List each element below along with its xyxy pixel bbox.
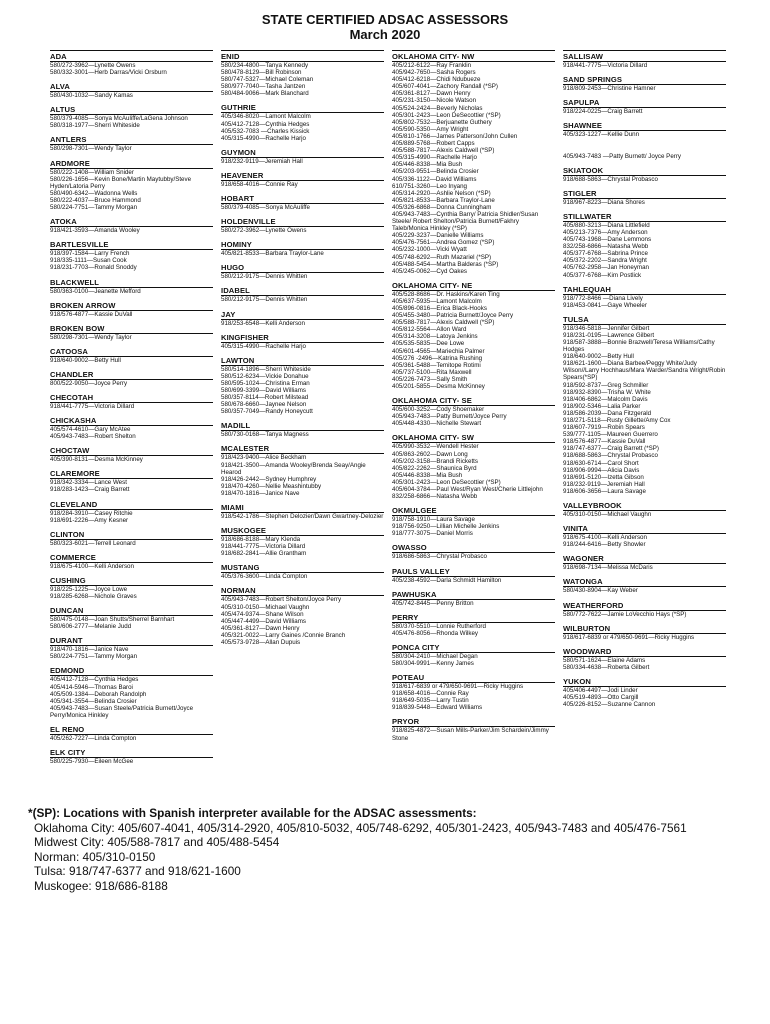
city-heading: JAY — [221, 310, 384, 320]
assessor-listing: 580/430-8904—Kay Weber — [563, 587, 638, 595]
assessor-listing: 580/571-1624—Elaine Adams 580/334-4638—Roberta Gilbert — [563, 656, 650, 671]
location-entry — [392, 543, 555, 560]
location-entry — [221, 503, 384, 520]
footnote-line-okc: Oklahoma City: 405/607-4041, 405/314-2920, 405/810-5032, 405/748-6292, 405/301-2423, 405/943-7483 and 405/476-7561 — [34, 820, 687, 835]
assessor-listing: 580/379-4085—Sonya McAuliffe/LaGena Johnson 580/318-1977—Sherri Whiteside — [50, 115, 188, 130]
assessor-listing: 580/234-4800—Tanya Kennedy 580/478-8129—Bill Robinson 580/747-5327—Michael Coleman 580/977-7040—Tasha Jantzen 580/484-9066—Mark Blanchard — [221, 62, 314, 98]
assessor-listing: 580/370-5510—Lonnie Rutherford 405/476-8056—Rhonda Wilkey — [392, 622, 486, 637]
city-heading: SKIATOOK — [563, 166, 726, 176]
assessor-listing: 405/262-7227—Linda Compton — [50, 735, 137, 743]
title-line-1: STATE CERTIFIED ADSAC ASSESSORS — [261, 12, 509, 27]
location-entry — [50, 324, 213, 341]
city-heading: STILLWATER — [563, 212, 726, 222]
city-heading: PERRY — [392, 613, 555, 623]
city-heading: WOODWARD — [563, 647, 726, 657]
location-entry — [221, 310, 384, 327]
location-entry — [221, 148, 384, 165]
city-heading: CHICKASHA — [50, 416, 213, 426]
footnote-line-muskogee: Muskogee: 918/686-8188 — [34, 878, 168, 893]
location-entry — [50, 748, 213, 765]
city-heading: OKLAHOMA CITY- SW — [392, 433, 555, 443]
assessor-listing: 405/600-3252—Cody Shoemaker 405/943-7483—Patty Burnett/Joyce Perry 405/448-4330—Nichelle Stewart — [392, 406, 507, 428]
city-heading: MCALESTER — [221, 444, 384, 454]
city-heading: CLINTON — [50, 530, 213, 540]
city-heading: OKLAHOMA CITY- NE — [392, 281, 555, 291]
city-heading: GUYMON — [221, 148, 384, 158]
location-entry — [50, 217, 213, 234]
assessor-listing: 580/363-0100—Jeanette Mefford — [50, 287, 141, 295]
city-heading: CLAREMORE — [50, 469, 213, 479]
location-entry — [392, 396, 555, 427]
location-entry — [221, 586, 384, 646]
location-entry — [392, 613, 555, 637]
city-heading: OWASSO — [392, 543, 555, 553]
city-heading: WILBURTON — [563, 624, 726, 634]
assessor-listing: 405/323-1227—Kellie Dunn 405/943-7483 —Patty Burnett/ Joyce Perry — [563, 131, 681, 160]
assessor-listing: 580/212-9175—Dennis Whitten — [221, 296, 308, 304]
city-heading: HOBART — [221, 194, 384, 204]
city-heading: IDABEL — [221, 286, 384, 296]
assessor-listing: 918/675-4100—Kelli Anderson — [50, 562, 134, 570]
location-entry — [50, 370, 213, 387]
assessor-listing: 918/658-4016—Connie Ray — [221, 180, 298, 188]
city-heading: SHAWNEE — [563, 121, 726, 131]
location-entry — [221, 356, 384, 416]
assessor-listing: 405/310-0150—Michael Vaughn — [563, 511, 652, 519]
assessor-listing: 918/253-6548—Kelli Anderson — [221, 319, 305, 327]
city-heading: ALVA — [50, 82, 213, 92]
assessor-listing: 580/212-9175—Dennis Whitten — [221, 273, 308, 281]
city-heading: BROKEN BOW — [50, 324, 213, 334]
assessor-listing: 405/821-8533—Barbara Traylor-Lane — [221, 250, 324, 258]
location-entry — [221, 563, 384, 580]
assessor-listing: 918/576-4877—Kassie DuVall — [50, 310, 133, 318]
city-heading: NORMAN — [221, 586, 384, 596]
location-entry — [50, 666, 213, 719]
city-heading: TULSA — [563, 315, 726, 325]
city-heading: BROKEN ARROW — [50, 301, 213, 311]
location-entry — [50, 393, 213, 410]
assessor-listing: 580/298-7301—Wendy Taylor — [50, 145, 132, 153]
assessor-listing: 918/346-5818—Jennifer Gilbert 918/231-0195—Lawrence Gilbert 918/587-3888—Bonnie Brazwell/Teresa Williams/Cathy Hodges 918/640-9002—Betty Hull 918/621-1600—Diana Barbee/Peggy White/Judy Wilson//Larry Hochhaus/Mara Warder/Sandra Wright/Robin Spears(*SP) 918/592-8737—Greg Schmiller 918/932-8390—Trisha W. White 918/406-6862—Malcolm Davis 918/902-5346—Lalia Parker 918/586-2039—Dana Fitzgerald 918/271-5118—Rusty Gillette/Amy Cox 918/607-7919—Robin Spears 539/777-1105—Maureen Guerrero 918/576-4877—Kassie DuVall 918/747-6377—Craig Barrett (*SP) 918/688-5863—Chrystal Probasco 918/630-6714—Carol Short 918/906-9994—Alicia Davis 918/691-5120—Izetta Gibson 918/232-9119—Jeremiah Hall 918/606-3656—Laura Savage — [563, 324, 726, 495]
assessor-listing: 405/390-8131—Desma McKinney — [50, 456, 143, 464]
city-heading: EDMOND — [50, 666, 213, 676]
assessor-listing: 580/514-1896—Sherri Whiteside 580/512-6234—Vickie Donahue 580/595-1024—Christina Erman 580/699-3399—David Williams 580/357-8114—Robert Milstead 580/678-6660—Jaynee Nelson 580/357-7049—Randy Honeycutt — [221, 365, 313, 416]
city-heading: VALLEYBROOK — [563, 501, 726, 511]
assessor-listing: 405/880-3213—Diana Littlefield 405/213-7376—Amy Anderson 405/743-1968—Dane Lemmons 832/258-6866—Natasha Webb 405/377-6768—Sabrina Prince 405/372-2202—Sandra Wright 405/762-2958—Jan Honeyman 405/377-6768—Kim Postlick — [563, 221, 652, 279]
location-entry — [221, 286, 384, 303]
assessor-listing: 580/304-2410—Michael Degan 580/304-9991—Kenny James — [392, 652, 478, 667]
assessor-listing: 918/397-1584—Larry French 918/335-1111—Susan Cook 918/231-7703—Ronald Snoddy — [50, 250, 137, 272]
location-entry — [392, 567, 555, 584]
location-entry — [563, 677, 726, 708]
city-heading: WATONGA — [563, 577, 726, 587]
assessor-listing: 918/688-5863—Chrystal Probasco — [563, 175, 658, 183]
location-entry — [563, 189, 726, 206]
assessor-listing: 918/470-1816—Janice Nave 580/224-7751—Tammy Morgan — [50, 646, 138, 661]
city-heading: HOMINY — [221, 240, 384, 250]
city-heading: PAULS VALLEY — [392, 567, 555, 577]
location-entry — [563, 212, 726, 279]
assessor-listing: 405/315-4990—Rachelle Harjo — [221, 342, 306, 350]
location-entry — [563, 601, 726, 618]
location-entry — [50, 553, 213, 570]
location-entry — [563, 285, 726, 309]
city-heading: CHANDLER — [50, 370, 213, 380]
city-heading: ELK CITY — [50, 748, 213, 758]
assessor-listing: 405/406-4497—Jodi Linder 405/519-4893—Otto Cargill 405/226-8152—Suzanne Cannon — [563, 686, 656, 709]
assessor-listing: 918/967-8223—Diana Shores — [563, 198, 645, 206]
location-entry — [50, 159, 213, 212]
location-entry — [221, 526, 384, 557]
location-entry — [50, 347, 213, 364]
location-entry — [50, 469, 213, 493]
city-heading: SAPULPA — [563, 98, 726, 108]
city-heading: DUNCAN — [50, 606, 213, 616]
city-heading: CHOCTAW — [50, 446, 213, 456]
assessor-listing: 918/423-9400—Alice Beckham 918/421-3500—Amanda Wooley/Brenda Seay/Angie Hearod 918/426-2442—Sydney Humphrey 918/470-4260—Nellie Meashintubby 918/470-1816—Janice Nave — [221, 454, 366, 497]
location-entry — [563, 624, 726, 641]
city-heading: CHECOTAH — [50, 393, 213, 403]
location-entry — [50, 725, 213, 742]
city-heading: OKLAHOMA CITY- NW — [392, 52, 555, 62]
city-heading: STIGLER — [563, 189, 726, 199]
column-1 — [50, 50, 213, 790]
assessor-listing: 580/222-1408—William Snider 580/226-1656—Kevin Bone/Martin Maytubby/Steve Hyden/Latoria Perry 580/490-6342—Wadonna Wells 580/222-4037—Bruce Hammond 580/224-7751—Tammy Morgan — [50, 168, 192, 212]
city-heading: HUGO — [221, 263, 384, 273]
location-entry — [50, 530, 213, 547]
location-entry — [392, 590, 555, 607]
city-heading: TAHLEQUAH — [563, 285, 726, 295]
assessor-listing: 405/574-4610—Gary McAtee 405/943-7483—Robert Shelton — [50, 426, 136, 441]
city-heading: WAGONER — [563, 554, 726, 564]
location-entry — [50, 576, 213, 600]
city-heading: MADILL — [221, 421, 384, 431]
assessor-listing: 580/298-7301—Wendy Taylor — [50, 333, 132, 341]
location-entry — [221, 240, 384, 257]
assessor-listing: 918/441-7775—Victoria Dillard — [50, 402, 135, 410]
city-heading: GUTHRIE — [221, 103, 384, 113]
location-entry — [563, 75, 726, 92]
location-entry — [221, 103, 384, 141]
city-heading: ATOKA — [50, 217, 213, 227]
footnote-line-tulsa: Tulsa: 918/747-6377 and 918/621-1600 — [34, 864, 241, 879]
location-entry — [50, 500, 213, 524]
city-heading: MIAMI — [221, 503, 384, 513]
assessor-listing: 918/686-8188—Mary Klenda 918/441-7775—Victoria Dillard 918/682-2841—Allie Grantham — [221, 536, 307, 558]
location-entry — [563, 577, 726, 594]
location-entry — [392, 281, 555, 390]
city-heading: WEATHERFORD — [563, 601, 726, 611]
city-heading: ALTUS — [50, 105, 213, 115]
location-entry — [392, 506, 555, 537]
location-entry — [392, 673, 555, 711]
assessor-listing: 405/528-8686—Dr. Haskins/Karen Ting 405/637-5935—Lamont Malcolm 405/896-0816—Erica Black-Hooks 405/455-3480—Patricia Burnett/Joyce Perry 405/588-7817—Alexis Caldwell (*SP) 405/812-5564—Allon Ward 405/314-3208—Latoya Jenkins 405/535-5835—Dee Lowe 405/601-4565—Mariechia Palmer 405/276 -2496—Katrina Rushing 405/361-5488—Temitope Rotimi 405/737-5100—Rita Maxwell 405/226-7473—Sally Smith 405/201-5855—Desma McKinney — [392, 290, 514, 391]
assessor-listing: 918/224-0225—Craig Barrett — [563, 108, 643, 116]
city-heading: PRYOR — [392, 717, 555, 727]
page-title — [0, 12, 770, 42]
location-entry — [50, 278, 213, 295]
assessor-listing: 918/640-9002—Betty Hull — [50, 356, 121, 364]
location-entry — [50, 240, 213, 271]
location-entry — [50, 105, 213, 129]
assessor-listing: 918/825-4872—Susan Mills-Parker/Jim Schardein/Jimmy Stone — [392, 727, 549, 742]
assessor-listing: 405/212-6122—Ray Franklin 405/942-7650—Sasha Rogers 405/412-6218—Chidi Ndubueze 405/607-4041—Zachory Randall (*SP) 405/361-8127—Dawn Henry 405/231-3150—Nicole Watson 405/524-2424—Beverly Nicholas 405/301-2423—Leon DeSecottier (*SP) 405/802-7532—Berjuanette Guthery 405/590-5350—Amy Wright 405/810-1766—James Patterson/John Cullen 405/889-5768—Robert Capps 405/588-7817—Alexis Caldwell (*SP) 405/315-4990—Rachelle Harjo 405/446-8338—Mia Bush 405/203-9551—Belinda Crosier 405/336-1122—David Williams 610/751-3260—Leo Inyang 405/314-2920—Ashlie Nelson (*SP) 405/821-8533—Barbara Traylor-Lane 405/326-6868—Donna Cunningham 405/943-7483—Cynthia Barry/ Patricia Shidler/Susan Steele/ Robert Shelton/Patricia Burnett/Fakhry Taleb/Monica Hinkley (*SP) 405/229-3237—Danielle Williams 405/476-7561—Andrea Gomez (*SP) 405/232-1000—Vicki Wyatt 405/748-6292—Ruth Mazariel (*SP) 405/488-5454—Martha Balderas (*SP) 405/245-0062—Cyd Oakes — [392, 62, 539, 275]
city-heading: SAND SPRINGS — [563, 75, 726, 85]
location-entry — [392, 643, 555, 667]
city-heading: MUSTANG — [221, 563, 384, 573]
column-2 — [221, 50, 384, 790]
city-heading: CLEVELAND — [50, 500, 213, 510]
location-entry — [392, 433, 555, 500]
assessor-listing: 580/430-1032—Sandy Kamas — [50, 92, 133, 100]
assessor-listing: 405/238-4592—Darla Schmidt Hamilton — [392, 576, 502, 584]
city-heading: VINITA — [563, 524, 726, 534]
location-entry — [563, 52, 726, 69]
assessor-listing: 918/698-7134—Melissa McDaris — [563, 564, 653, 572]
assessor-listing: 918/675-4100—Kelli Anderson 918/244-6416—Betty Showler — [563, 534, 647, 549]
city-heading: OKMULGEE — [392, 506, 555, 516]
city-heading: ENID — [221, 52, 384, 62]
city-heading: ARDMORE — [50, 159, 213, 169]
location-entry — [563, 98, 726, 115]
assessor-listing: 580/379-4085—Sonya McAuliffe — [221, 204, 310, 212]
assessor-listing: 918/617-6839 or 479/650-9691—Ricky Huggins — [563, 633, 695, 641]
assessor-listing: 405/376-3600—Linda Compton — [221, 573, 308, 581]
assessor-listing: 580/272-3962—Lynette Owens 580/332-3001—Herb Darras/Vicki Orsburn — [50, 62, 167, 77]
city-heading: HOLDENVILLE — [221, 217, 384, 227]
location-entry — [221, 171, 384, 188]
city-heading: POTEAU — [392, 673, 555, 683]
city-heading: PONCA CITY — [392, 643, 555, 653]
city-heading: BARTLESVILLE — [50, 240, 213, 250]
location-entry — [221, 421, 384, 438]
footnote-lead: *(SP): Locations with Spanish interpreter available for the ADSAC assessments: — [28, 806, 477, 820]
city-heading: LAWTON — [221, 356, 384, 366]
location-entry — [221, 444, 384, 497]
assessor-listing: 580/225-7930—Eileen McGee — [50, 758, 134, 766]
location-entry — [221, 333, 384, 350]
assessor-listing: 580/272-3962—Lynette Owens — [221, 227, 307, 235]
location-entry — [221, 263, 384, 280]
assessor-columns — [50, 50, 750, 790]
assessor-listing: 918/686-5863—Chrystal Probasco — [392, 553, 487, 561]
location-entry — [563, 121, 726, 159]
city-heading: PAWHUSKA — [392, 590, 555, 600]
column-4 — [563, 50, 726, 790]
assessor-listing: 918/441-7775—Victoria Dillard — [563, 62, 648, 69]
assessor-listing: 580/323-6021—Terrell Leonard — [50, 539, 136, 547]
city-heading: EL RENO — [50, 725, 213, 735]
assessor-listing: 918/809-2453—Christine Hamner — [563, 85, 656, 93]
location-entry — [50, 301, 213, 318]
city-heading: YUKON — [563, 677, 726, 687]
city-heading: ADA — [50, 52, 213, 62]
city-heading: CATOOSA — [50, 347, 213, 357]
location-entry — [392, 717, 555, 741]
location-entry — [563, 315, 726, 495]
spanish-interpreter-note — [20, 806, 760, 894]
location-entry — [563, 554, 726, 571]
location-entry — [221, 194, 384, 211]
location-entry — [221, 52, 384, 97]
city-heading: HEAVENER — [221, 171, 384, 181]
assessor-listing: 580/730-0168—Tanya Magness — [221, 431, 309, 439]
city-heading: CUSHING — [50, 576, 213, 586]
footnote-line-midwest-city: Midwest City: 405/588-7817 and 405/488-5454 — [34, 835, 280, 850]
assessor-listing: 918/617-6839 or 479/650-9691—Ricky Huggins 918/658-4016—Connie Ray 918/649-5035—Larry Tustin 918/839-5448—Edward Williams — [392, 683, 524, 712]
assessor-listing: 918/772-8466 —Diana Lively 918/453-0841—Gaye Wheeler — [563, 294, 647, 309]
location-entry — [50, 82, 213, 99]
assessor-listing: 580/475-0148—Joan Shutts/Sherrel Barnhart 580/606-2777—Melanie Judd — [50, 616, 175, 631]
location-entry — [50, 606, 213, 630]
assessor-listing: 918/225-1225—Joyce Lowe 918/285-6268—Nichole Graves — [50, 585, 137, 600]
city-heading: DURANT — [50, 636, 213, 646]
assessor-listing: 800/522-9050—Joyce Perry — [50, 379, 128, 387]
assessor-listing: 918/284-3910—Casey Ritchie 918/691-2226—Amy Kesner — [50, 509, 133, 524]
assessor-listing: 405/943-7483—Robert Shelton/Joyce Perry 405/310-0150—Michael Vaughn 405/474-9374—Shane Wilson 405/447-4499—David Williams 405/361-8127—Dawn Henry 405/321-0022—Larry Gaines /Connie Branch 405/573-9728—Allan Dupuis — [221, 596, 346, 647]
location-entry — [50, 135, 213, 152]
location-entry — [50, 52, 213, 76]
location-entry — [563, 166, 726, 183]
city-heading: ANTLERS — [50, 135, 213, 145]
location-entry — [221, 217, 384, 234]
assessor-listing: 918/542-1786—Stephen Delozier/Dawn Gwartney-Delozier — [221, 513, 384, 520]
city-heading: BLACKWELL — [50, 278, 213, 288]
city-heading: COMMERCE — [50, 553, 213, 563]
column-3 — [392, 50, 555, 790]
location-entry — [392, 52, 555, 275]
city-heading: OKLAHOMA CITY- SE — [392, 396, 555, 406]
location-entry — [563, 647, 726, 671]
assessor-listing: 405/412-7128—Cynthia Hedges 405/414-5946—Thomas Baroi 405/509-1384—Deborah Randolph 405/341-3554—Belinda Crosier 405/943-7483—Susan Steele/Patricia Burnett/Joyce Perry/Monica Hinkley — [50, 676, 194, 719]
city-heading: MUSKOGEE — [221, 526, 384, 536]
location-entry — [50, 446, 213, 463]
assessor-listing: 405/990-3532—Wendell Hester 405/863-2602—Dawn Long 405/202-3158—Brandi Ricketts 405/822-2262—Shaunica Byrd 405/446-8338—Mia Bush 405/301-2423—Leon DeSecottier (*SP) 405/604-3784—Paul West/Ryan West/Cherie Littlejohn 832/258-6866—Natasha Webb — [392, 443, 543, 501]
city-heading: KINGFISHER — [221, 333, 384, 343]
location-entry — [563, 524, 726, 548]
location-entry — [50, 636, 213, 660]
title-date: March 2020 — [349, 27, 421, 42]
assessor-listing: 918/342-3334—Lance West 918/283-1423—Craig Barrett — [50, 479, 130, 494]
assessor-listing: 918/421-3593—Amanda Wooley — [50, 227, 140, 235]
assessor-listing: 918/758-1910—Laura Savage 918/756-9250—Lillian Michelle Jenkins 918/777-3075—Daniel Morris — [392, 516, 500, 538]
location-entry — [563, 501, 726, 518]
assessor-listing: 405/346-8020—Lamont Malcolm 405/412-7128—Cynthia Hedges 405/532-7083 —Charles Kissick 405/315-4990—Rachelle Harjo — [221, 113, 311, 142]
location-entry — [50, 416, 213, 440]
footnote-line-norman: Norman: 405/310-0150 — [34, 849, 156, 864]
assessor-listing: 918/232-9119—Jeremiah Hall — [221, 157, 303, 165]
assessor-listing: 405/742-8445—Penny Britton — [392, 599, 474, 607]
assessor-listing: 580/772-7622—Jamie LoVecchio Hays (*SP) — [563, 610, 687, 618]
city-heading: SALLISAW — [563, 52, 726, 62]
